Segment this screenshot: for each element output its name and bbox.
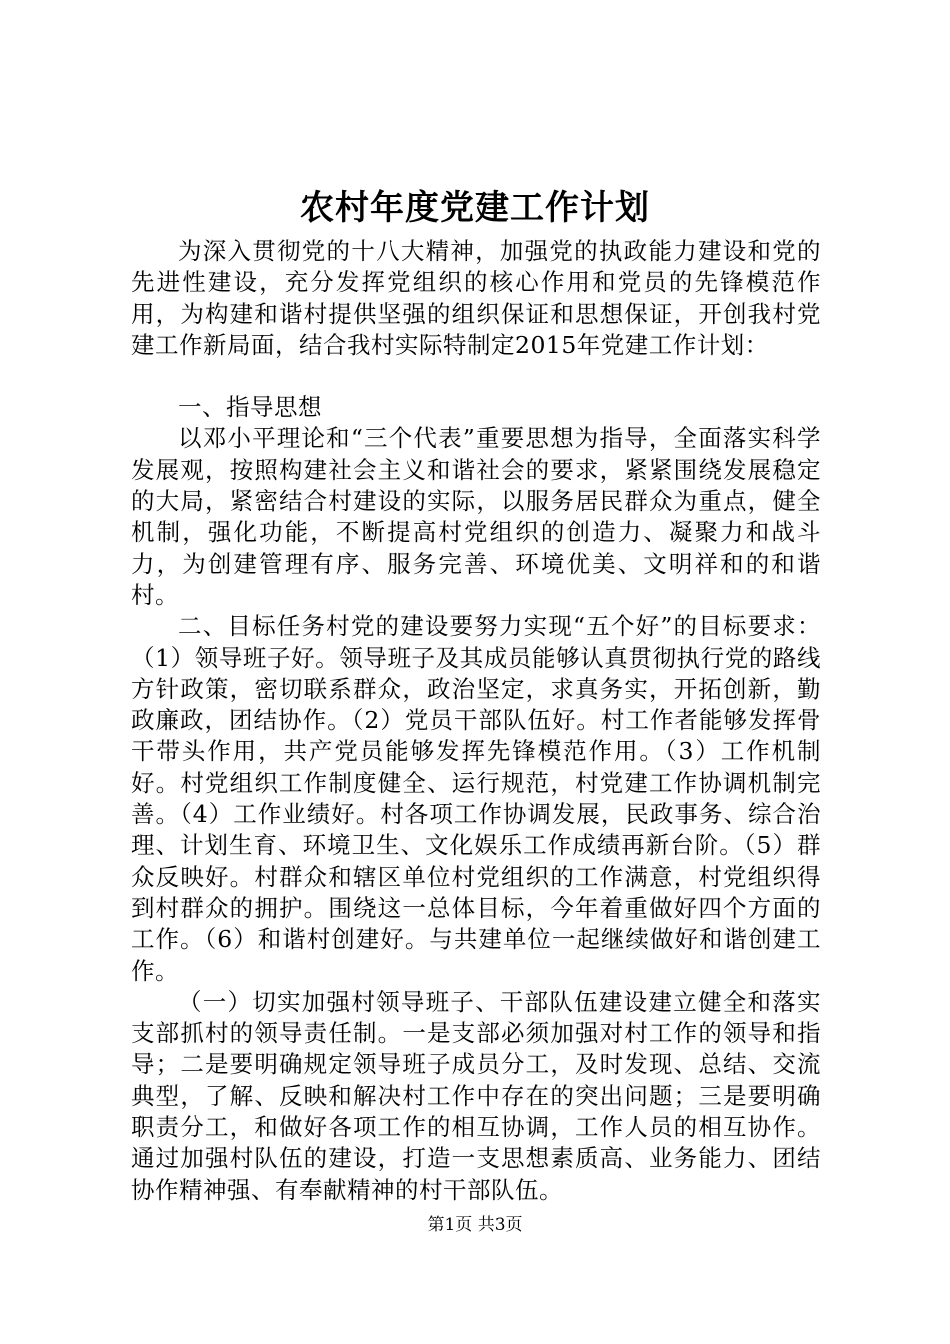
- document-body: [131, 236, 821, 1206]
- page-number-footer: 第1页 共3页: [427, 1215, 523, 1235]
- document-title: 农村年度党建工作计划: [300, 188, 650, 228]
- intro-paragraph: 为深入贯彻党的十八大精神，加强党的执政能力建设和党的先进性建设，充分发挥党组织的核心作用和党员的先锋模范作用，为构建和谐村提供坚强的组织保证和思想保证，开创我村党建工作新局面，结合我村实际特制定2015年党建工作计划：: [131, 237, 821, 359]
- goals-paragraph: 二、目标任务村党的建设要努力实现“五个好”的目标要求：（1）领导班子好。领导班子及其成员能够认真贯彻执行党的路线方针政策，密切联系群众，政治坚定，求真务实，开拓创新，勤政廉政，团结协作。（2）党员干部队伍好。村工作者能够发挥骨干带头作用，共产党员能够发挥先锋模范作用。（3）工作机制好。村党组织工作制度健全、运行规范，村党建工作协调机制完善。（4）工作业绩好。村各项工作协调发展，民政事务、综合治理、计划生育、环境卫生、文化娱乐工作成绩再新台阶。（5）群众反映好。村群众和辖区单位村党组织的工作满意，村党组织得到村群众的拥护。围绕这一总体目标，今年着重做好四个方面的工作。（6）和谐村创建好。与共建单位一起继续做好和谐创建工作。: [131, 612, 821, 985]
- paragraph-spacer: [131, 361, 821, 392]
- leadership-paragraph: （一）切实加强村领导班子、干部队伍建设建立健全和落实支部抓村的领导责任制。一是支部必须加强对村工作的领导和指导；二是要明确规定领导班子成员分工，及时发现、总结、交流典型，了解、反映和解决村工作中存在的突出问题；三是要明确职责分工，和做好各项工作的相互协调，工作人员的相互协作。通过加强村队伍的建设，打造一支思想素质高、业务能力、团结协作精神强、有奉献精神的村干部队伍。: [131, 987, 821, 1204]
- guiding-ideology-paragraph: 以邓小平理论和“三个代表”重要思想为指导，全面落实科学发展观，按照构建社会主义和谐社会的要求，紧紧围绕发展稳定的大局，紧密结合村建设的实际，以服务居民群众为重点，健全机制，强化功能，不断提高村党组织的创造力、凝聚力和战斗力，为创建管理有序、服务完善、环境优美、文明祥和的和谐村。: [131, 424, 821, 609]
- section-heading-guiding-ideology: 一、指导思想: [178, 393, 322, 422]
